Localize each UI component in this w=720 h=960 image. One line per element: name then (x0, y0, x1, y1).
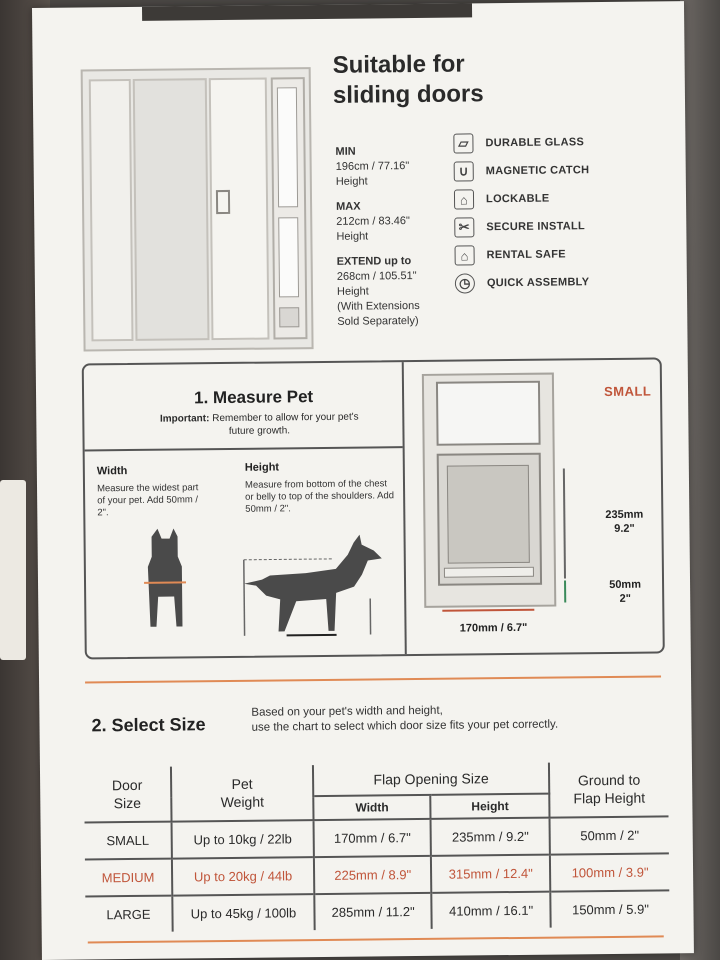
measure-pet-section (82, 357, 665, 659)
header-ground-flap: Ground to Flap Height (549, 761, 669, 817)
lock-icon: ⌂ (454, 189, 474, 209)
header-pet-weight: Pet Weight (171, 765, 314, 821)
table-row: SMALL Up to 10kg / 22lb 170mm / 6.7" 235mm / 9.2" 50mm / 2" (85, 816, 669, 859)
size-label-small: SMALL (603, 383, 652, 400)
measure-title: 1. Measure Pet (193, 387, 314, 408)
feature-lockable: ⌂ LOCKABLE (454, 183, 654, 213)
height-title: Height (244, 461, 280, 474)
flap-height-dim: 235mm 9.2" (605, 508, 644, 535)
house-icon: ⌂ (455, 245, 475, 265)
feature-quick-assembly: ◷ QUICK ASSEMBLY (455, 267, 655, 297)
header-door-size: Door Size (111, 776, 143, 812)
table-row: LARGE Up to 45kg / 100lb 285mm / 11.2" 410mm / 16.1" 150mm / 5.9" (85, 890, 669, 932)
dog-side-illustration (236, 534, 387, 646)
feature-rental-safe: ⌂ RENTAL SAFE (454, 239, 654, 269)
width-instructions: Measure the widest part of your pet. Add 50mm / 2". (96, 482, 199, 519)
feature-secure-install: ✂ SECURE INSTALL (454, 211, 654, 241)
magnet-icon: ∪ (454, 161, 474, 181)
dog-front-illustration (143, 526, 186, 636)
size-chart (84, 761, 670, 932)
sticker-label (0, 480, 26, 660)
important-note: Important: Remember to allow for your pet's future growth. (159, 411, 359, 437)
select-size-title: 2. Select Size (91, 714, 206, 736)
flap-illustration (422, 373, 556, 608)
feature-list (453, 128, 655, 298)
glass-icon: ▱ (453, 133, 473, 153)
height-instructions: Measure from bottom of the chest or belly to top of the shoulders. Add 50mm / 2". (244, 478, 395, 515)
clock-icon: ◷ (455, 273, 475, 293)
divider-rule (85, 675, 661, 683)
width-arrow (442, 609, 534, 612)
product-box (32, 1, 694, 960)
ground-arrow (564, 580, 566, 602)
box-flap (142, 3, 472, 20)
header-width: Width (313, 795, 431, 820)
select-size-text: Based on your pet's width and height, use the chart to select which door size fits your pet correctly. (251, 704, 559, 734)
height-specs: MIN 196cm / 77.16" Height MAX 212cm / 83.46" Height EXTEND up to 268cm / 105.51" Height (With Extensions Sold Separately) (335, 145, 420, 328)
table-row: MEDIUM Up to 20kg / 44lb 225mm / 8.9" 315mm / 12.4" 100mm / 3.9" (85, 853, 669, 896)
feature-magnetic-catch: ∪ MAGNETIC CATCH (454, 155, 654, 185)
header-height: Height (431, 794, 550, 819)
header-flap-opening: Flap Opening Size (313, 763, 549, 796)
height-arrow (563, 468, 566, 578)
bottom-rule (88, 935, 664, 943)
flap-width-dim: 170mm / 6.7" (459, 621, 528, 635)
ground-dim: 50mm 2" (609, 578, 642, 605)
sliding-door-illustration (81, 67, 314, 351)
tools-icon: ✂ (454, 217, 474, 237)
feature-durable-glass: ▱ DURABLE GLASS (453, 128, 653, 158)
product-title: Suitable for sliding doors (332, 50, 484, 109)
door-handle (216, 190, 230, 214)
pet-door-insert (271, 77, 308, 339)
width-title: Width (96, 465, 128, 478)
